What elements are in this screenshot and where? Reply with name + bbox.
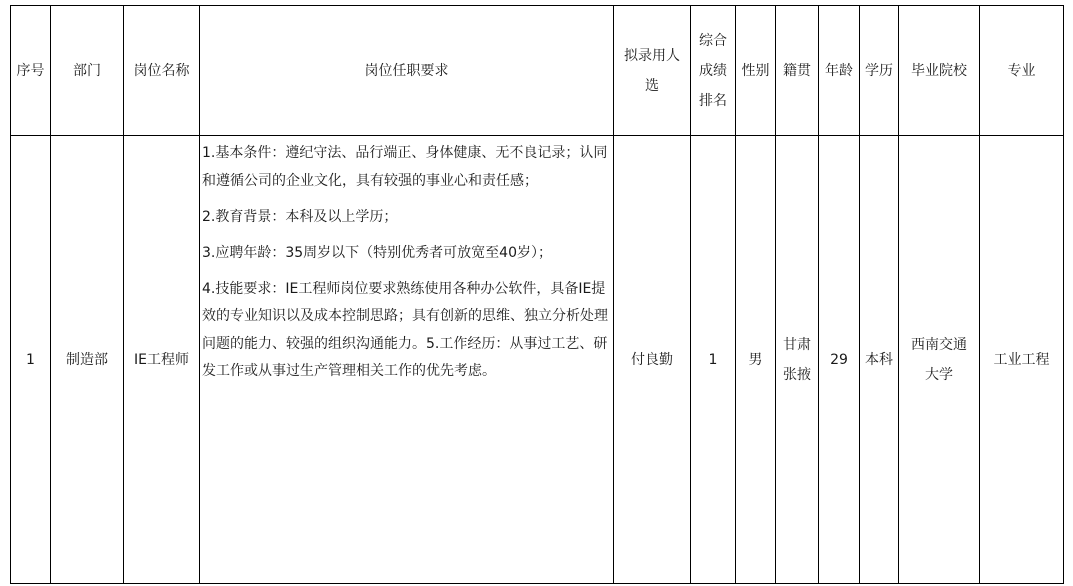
header-candidate	[614, 6, 691, 136]
cell-school-line2: 大学	[925, 366, 953, 383]
requirement-item: 2.教育背景：本科及以上学历；	[202, 208, 398, 225]
header-age: 年龄	[819, 6, 860, 136]
cell-school	[899, 136, 980, 584]
header-rank	[691, 6, 736, 136]
header-rank-line3: 排名	[699, 92, 727, 109]
header-edu: 学历	[860, 6, 899, 136]
cell-major: 工业工程	[980, 136, 1064, 584]
requirement-item: 1.基本条件：遵纪守法、品行端正、身体健康、无不良记录；认同和遵循公司的企业文化，具有较强的事业心和责任感；	[202, 145, 608, 189]
header-major: 专业	[980, 6, 1064, 136]
cell-school-line1: 西南交通	[911, 336, 967, 353]
header-candidate-line1: 拟录用人	[624, 47, 680, 64]
table-row	[11, 136, 1064, 584]
cell-requirements	[200, 136, 614, 584]
cell-dept: 制造部	[51, 136, 124, 584]
recruitment-table	[10, 5, 1064, 584]
header-position: 岗位名称	[124, 6, 200, 136]
header-rank-line2: 成绩	[699, 62, 727, 79]
cell-gender: 男	[736, 136, 776, 584]
header-requirements: 岗位任职要求	[200, 6, 614, 136]
cell-edu: 本科	[860, 136, 899, 584]
header-origin: 籍贯	[776, 6, 819, 136]
header-school: 毕业院校	[899, 6, 980, 136]
header-candidate-line2: 选	[645, 77, 659, 94]
cell-candidate: 付良勤	[614, 136, 691, 584]
requirement-item: 4.技能要求：IE工程师岗位要求熟练使用各种办公软件，具备IE提效的专业知识以及成本控制思路；具有创新的思维、独立分析处理问题的能力、较强的组织沟通能力。5.工作经历：从事过工艺、研发工作或从事过生产管理相关工作的优先考虑。	[202, 280, 608, 379]
header-dept: 部门	[51, 6, 124, 136]
cell-rank: 1	[691, 136, 736, 584]
header-seq: 序号	[11, 6, 51, 136]
recruitment-table-container	[10, 5, 1064, 584]
cell-origin-line2: 张掖	[783, 366, 811, 383]
cell-age: 29	[819, 136, 860, 584]
cell-seq: 1	[11, 136, 51, 584]
header-gender: 性别	[736, 6, 776, 136]
cell-origin-line1: 甘肃	[783, 336, 811, 353]
requirement-item: 3.应聘年龄：35周岁以下（特别优秀者可放宽至40岁）；	[202, 244, 552, 261]
cell-position: IE工程师	[124, 136, 200, 584]
header-row	[11, 6, 1064, 136]
cell-origin	[776, 136, 819, 584]
header-rank-line1: 综合	[699, 32, 727, 49]
